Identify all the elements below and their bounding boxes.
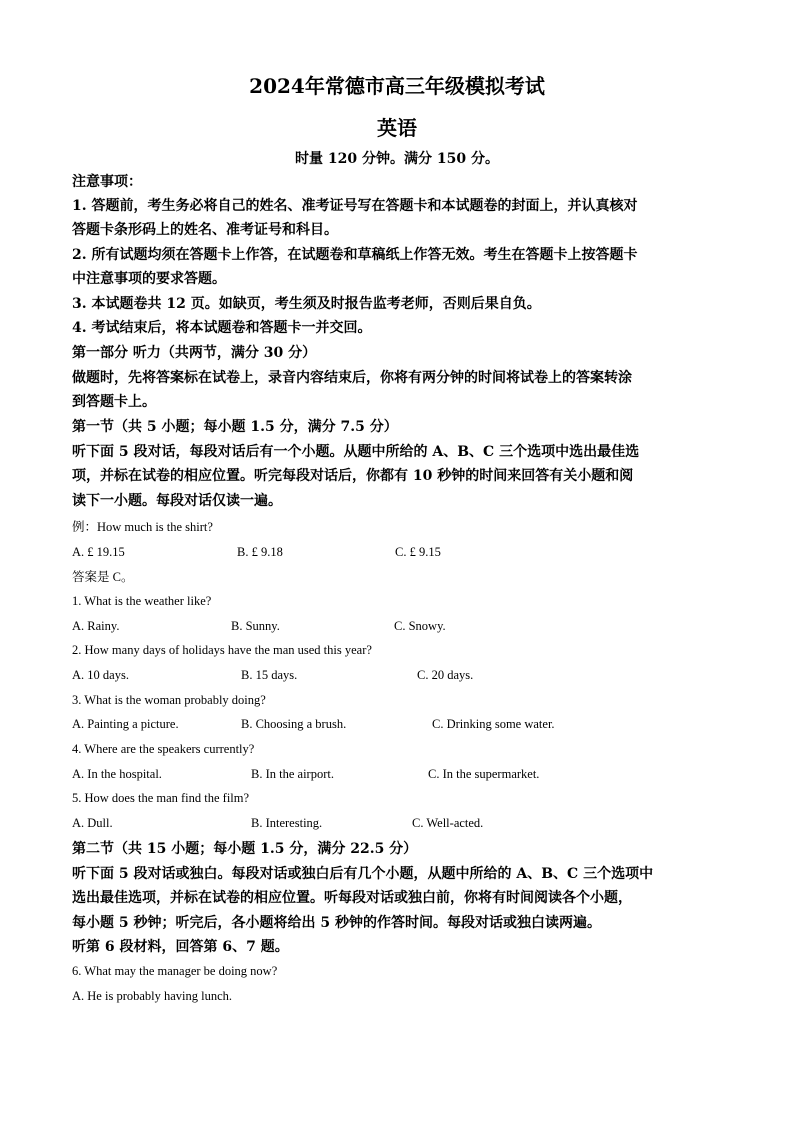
question-1: 1. What is the weather like?: [72, 594, 212, 608]
section1-heading: 第一节（共 5 小题；每小题 1.5 分，满分 7.5 分）: [72, 419, 398, 435]
q6-option-a: A. He is probably having lunch.: [72, 989, 233, 1003]
example-answer: 答案是 C。: [72, 570, 134, 584]
q3-option-c: C. Drinking some water.: [432, 717, 555, 731]
section2-intro-line-3: 每小题 5 秒钟；听完后，各小题将给出 5 秒钟的作答时间。每段对话或独白读两遍。: [72, 915, 601, 931]
notice-item-3: 3. 本试题卷共 12 页。如缺页，考生须及时报告监考老师，否则后果自负。: [72, 296, 541, 312]
notice-item-2-line-1: 2. 所有试题均须在答题卡上作答，在试题卷和草稿纸上作答无效。考生在答题卡上按答题卡: [72, 247, 638, 263]
example-question: 例：How much is the shirt?: [72, 520, 213, 534]
question-5: 5. How does the man find the film?: [72, 791, 250, 805]
notice-item-1-line-2: 答题卡条形码上的姓名、准考证号和科目。: [72, 222, 338, 238]
q1-option-a: A. Rainy.: [72, 619, 120, 633]
q4-option-c: C. In the supermarket.: [428, 767, 540, 781]
example-option-a: A. £ 19.15: [72, 545, 125, 559]
q5-option-a: A. Dull.: [72, 816, 113, 830]
q2-option-b: B. 15 days.: [241, 668, 298, 682]
exam-title: 2024年常德市高三年级模拟考试: [249, 74, 545, 98]
q5-option-c: C. Well-acted.: [412, 816, 484, 830]
q3-option-b: B. Choosing a brush.: [241, 717, 347, 731]
notice-item-4: 4. 考试结束后，将本试题卷和答题卡一并交回。: [72, 320, 372, 336]
q1-option-c: C. Snowy.: [394, 619, 446, 633]
notices-heading: 注意事项：: [72, 174, 142, 190]
q4-option-a: A. In the hospital.: [72, 767, 162, 781]
question-4: 4. Where are the speakers currently?: [72, 742, 255, 756]
notice-item-1-line-1: 1. 答题前，考生务必将自己的姓名、准考证号写在答题卡和本试题卷的封面上，并认真核对: [72, 198, 638, 214]
part1-intro-line-1: 做题时，先将答案标在试卷上，录音内容结束后，你将有两分钟的时间将试卷上的答案转涂: [72, 370, 632, 386]
part1-intro-line-2: 到答题卡上。: [72, 394, 156, 410]
notice-item-2-line-2: 中注意事项的要求答题。: [72, 271, 226, 287]
example-option-b: B. £ 9.18: [237, 545, 283, 559]
time-score-line: 时量 120 分钟。满分 150 分。: [295, 151, 499, 167]
section2-intro-line-1: 听下面 5 段对话或独白。每段对话或独白后有几个小题，从题中所给的 A、B、C 三个选项中: [72, 866, 654, 882]
section1-intro-line-2: 项，并标在试卷的相应位置。听完每段对话后，你都有 10 秒钟的时间来回答有关小题和阅: [72, 468, 634, 484]
subject-title: 英语: [377, 116, 417, 140]
section2-heading: 第二节（共 15 小题；每小题 1.5 分，满分 22.5 分）: [72, 841, 418, 857]
section1-intro-line-1: 听下面 5 段对话，每段对话后有一个小题。从题中所给的 A、B、C 三个选项中选出最佳选: [72, 444, 640, 460]
example-option-c: C. £ 9.15: [395, 545, 441, 559]
material-6-heading: 听第 6 段材料，回答第 6、7 题。: [72, 939, 289, 955]
section1-intro-line-3: 读下一小题。每段对话仅读一遍。: [72, 493, 282, 509]
q2-option-c: C. 20 days.: [417, 668, 474, 682]
q4-option-b: B. In the airport.: [251, 767, 334, 781]
q5-option-b: B. Interesting.: [251, 816, 323, 830]
q1-option-b: B. Sunny.: [231, 619, 280, 633]
question-6: 6. What may the manager be doing now?: [72, 964, 278, 978]
question-2: 2. How many days of holidays have the man used this year?: [72, 643, 372, 657]
q2-option-a: A. 10 days.: [72, 668, 129, 682]
question-3: 3. What is the woman probably doing?: [72, 693, 266, 707]
q3-option-a: A. Painting a picture.: [72, 717, 179, 731]
section2-intro-line-2: 选出最佳选项，并标在试卷的相应位置。听每段对话或独白前，你将有时间阅读各个小题，: [72, 890, 632, 906]
part1-heading: 第一部分 听力（共两节，满分 30 分）: [72, 345, 317, 361]
